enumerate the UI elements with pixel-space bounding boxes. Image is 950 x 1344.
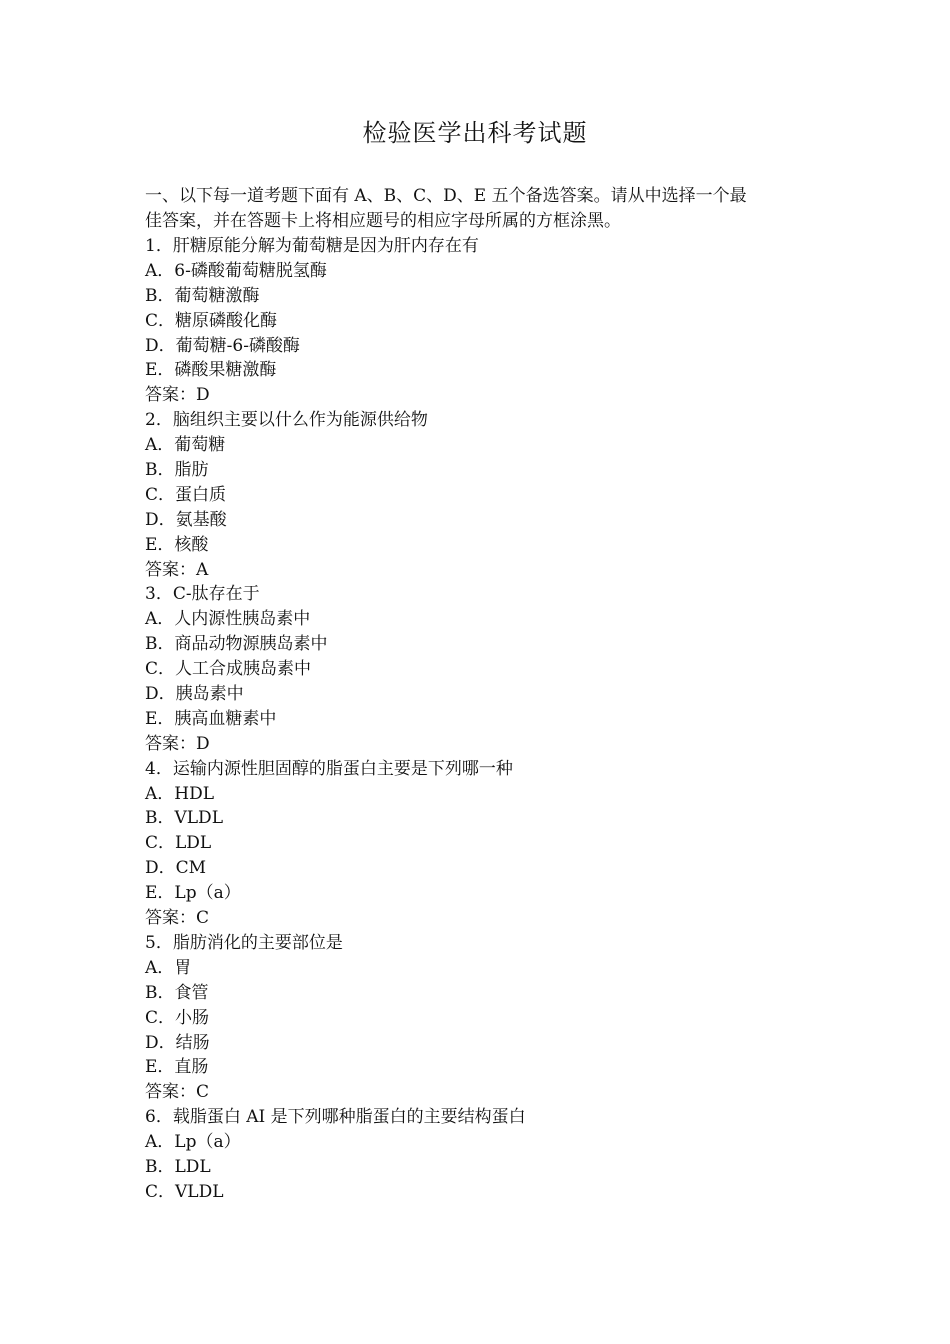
instructions-line-2: 佳答案，并在答题卡上将相应题号的相应字母所属的方框涂黑。 bbox=[145, 211, 621, 231]
answer-key: 答案：D bbox=[145, 733, 210, 754]
answer-option: E．胰高血糖素中 bbox=[145, 708, 277, 729]
answer-option: A．Lp（a） bbox=[145, 1132, 241, 1153]
instructions-line-1: 一、以下每一道考题下面有 A、B、C、D、E 五个备选答案。请从中选择一个最 bbox=[145, 186, 747, 206]
answer-option: A．6-磷酸葡萄糖脱氢酶 bbox=[145, 260, 327, 281]
answer-option: C．糖原磷酸化酶 bbox=[145, 310, 278, 331]
answer-option: C．人工合成胰岛素中 bbox=[145, 659, 312, 680]
question-stem: 2．脑组织主要以什么作为能源供给物 bbox=[145, 410, 428, 431]
answer-option: B．脂肪 bbox=[145, 460, 209, 481]
answer-option: D．胰岛素中 bbox=[145, 684, 244, 705]
answer-option: E．直肠 bbox=[145, 1057, 209, 1078]
answer-option: E．Lp（a） bbox=[145, 883, 241, 904]
answer-option: C．LDL bbox=[145, 833, 212, 854]
answer-option: A．HDL bbox=[145, 783, 215, 804]
section-instructions bbox=[145, 184, 813, 234]
answer-option: E．磷酸果糖激酶 bbox=[145, 360, 277, 381]
question-stem: 6．载脂蛋白 AI 是下列哪种脂蛋白的主要结构蛋白 bbox=[145, 1107, 526, 1128]
answer-option: D．CM bbox=[145, 858, 207, 879]
answer-option: A．葡萄糖 bbox=[145, 435, 226, 456]
answer-option: D．结肠 bbox=[145, 1032, 210, 1053]
answer-option: A．胃 bbox=[145, 957, 192, 978]
question-stem: 3．C-肽存在于 bbox=[145, 584, 260, 605]
answer-option: C．VLDL bbox=[145, 1181, 224, 1202]
answer-option: B．商品动物源胰岛素中 bbox=[145, 634, 328, 655]
answer-key: 答案：C bbox=[145, 1082, 210, 1103]
answer-option: B．VLDL bbox=[145, 808, 223, 829]
answer-option: B．葡萄糖激酶 bbox=[145, 285, 260, 306]
question-stem: 4．运输内源性胆固醇的脂蛋白主要是下列哪一种 bbox=[145, 758, 513, 779]
answer-option: B．LDL bbox=[145, 1156, 211, 1177]
question-stem: 1．肝糖原能分解为葡萄糖是因为肝内存在有 bbox=[145, 236, 479, 256]
answer-option: C．小肠 bbox=[145, 1007, 210, 1028]
answer-option: A．人内源性胰岛素中 bbox=[145, 609, 311, 630]
answer-key: 答案：D bbox=[145, 385, 210, 406]
question-stem: 5．脂肪消化的主要部位是 bbox=[145, 932, 343, 953]
page-title: 检验医学出科考试题 bbox=[362, 119, 588, 147]
answer-option: D．葡萄糖-6-磷酸酶 bbox=[145, 335, 300, 356]
answer-key: 答案：A bbox=[145, 559, 209, 580]
answer-option: D．氨基酸 bbox=[145, 509, 227, 530]
answer-option: B．食管 bbox=[145, 982, 209, 1003]
answer-option: C．蛋白质 bbox=[145, 484, 227, 505]
answer-key: 答案：C bbox=[145, 908, 210, 929]
question-list bbox=[145, 234, 813, 1205]
answer-option: E．核酸 bbox=[145, 534, 209, 555]
